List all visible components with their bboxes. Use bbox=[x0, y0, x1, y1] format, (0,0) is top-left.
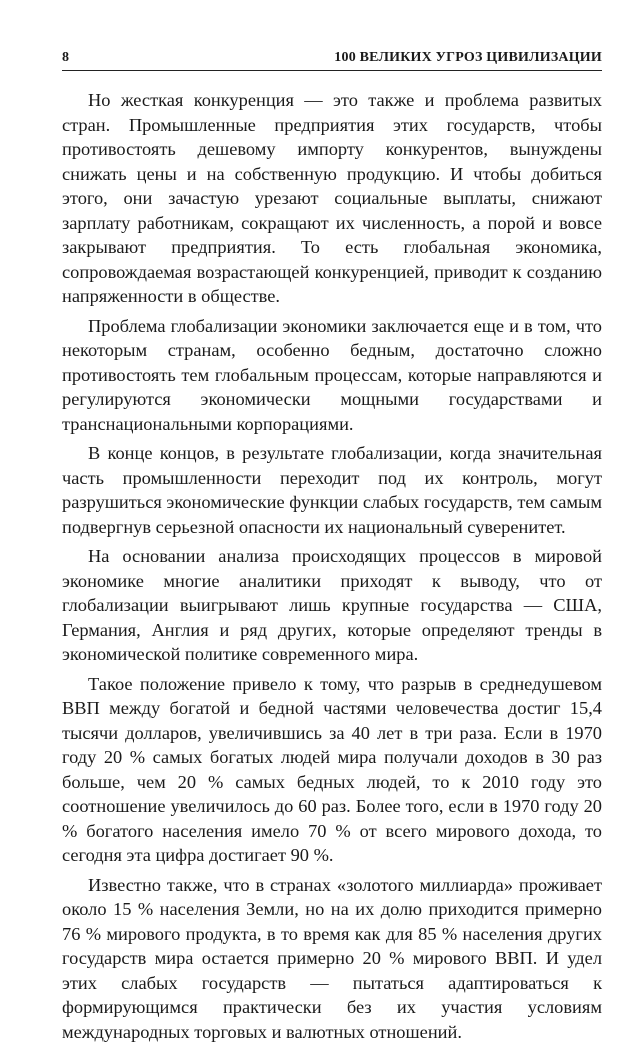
page-header bbox=[62, 50, 602, 72]
paragraph-3: В конце концов, в результате глобализации, когда значительная часть промышленности переходит под их контроль, могут разрушиться экономические функции слабых государств, тем самым подвергнув серьезной опасности их национальный суверенитет. bbox=[62, 443, 602, 537]
paragraph-2: Проблема глобализации экономики заключается еще и в том, что некоторым странам, особенно бедным, достаточно сложно противостоять тем глобальным процессам, которые направляются и регулируются экономически мощными государствами и транснациональными корпорациями. bbox=[62, 315, 602, 434]
body-text bbox=[62, 88, 602, 1049]
running-title: 100 ВЕЛИКИХ УГРОЗ ЦИВИЛИЗАЦИИ bbox=[334, 50, 602, 65]
page-number: 8 bbox=[62, 50, 70, 65]
paragraph-1: Но жесткая конкуренция — это также и проблема развитых стран. Промышленные предприятия этих государств, чтобы противостоять дешевому импорту конкурентов, вынуждены снижать цены и на собственную продукцию. И чтобы добиться этого, они зачастую урезают социальные выплаты, снижают зарплату работникам, сокращают их численность, а порой и вовсе закрывают предприятия. То есть глобальная экономика, сопровождаемая возрастающей конкуренцией, приводит к созданию напряженности в обществе. bbox=[62, 90, 602, 306]
paragraph-5: Такое положение привело к тому, что разрыв в среднедушевом ВВП между богатой и бедной частями человечества достиг 15,4 тысячи долларов, увеличившись за 40 лет в три раза. Если в 1970 году 20 % самых богатых людей мира получали доходов в 30 раз больше, чем 20 % самых бедных людей, то к 2010 году это соотношение увеличилось до 60 раз. Более того, если в 1970 году 20 % богатого населения имело 70 % от всего мирового дохода, то сегодня эта цифра достигает 90 %. bbox=[62, 673, 602, 865]
header-rule bbox=[62, 70, 602, 71]
paragraph-6: Известно также, что в странах «золотого миллиарда» проживает около 15 % населения Земли, но на их долю приходится примерно 76 % мирового продукта, в то время как для 85 % населения других государств мира остается примерно 20 % мирового ВВП. И удел этих слабых государств — пытаться адаптироваться к формирующимся практически без их участия условиям международных торговых и валютных отношений. bbox=[62, 874, 602, 1042]
paragraph-4: На основании анализа происходящих процессов в мировой экономике многие аналитики приходят к выводу, что от глобализации выигрывают лишь крупные государства — США, Германия, Англия и ряд других, которые определяют тренды в экономической политике современного мира. bbox=[62, 546, 602, 664]
